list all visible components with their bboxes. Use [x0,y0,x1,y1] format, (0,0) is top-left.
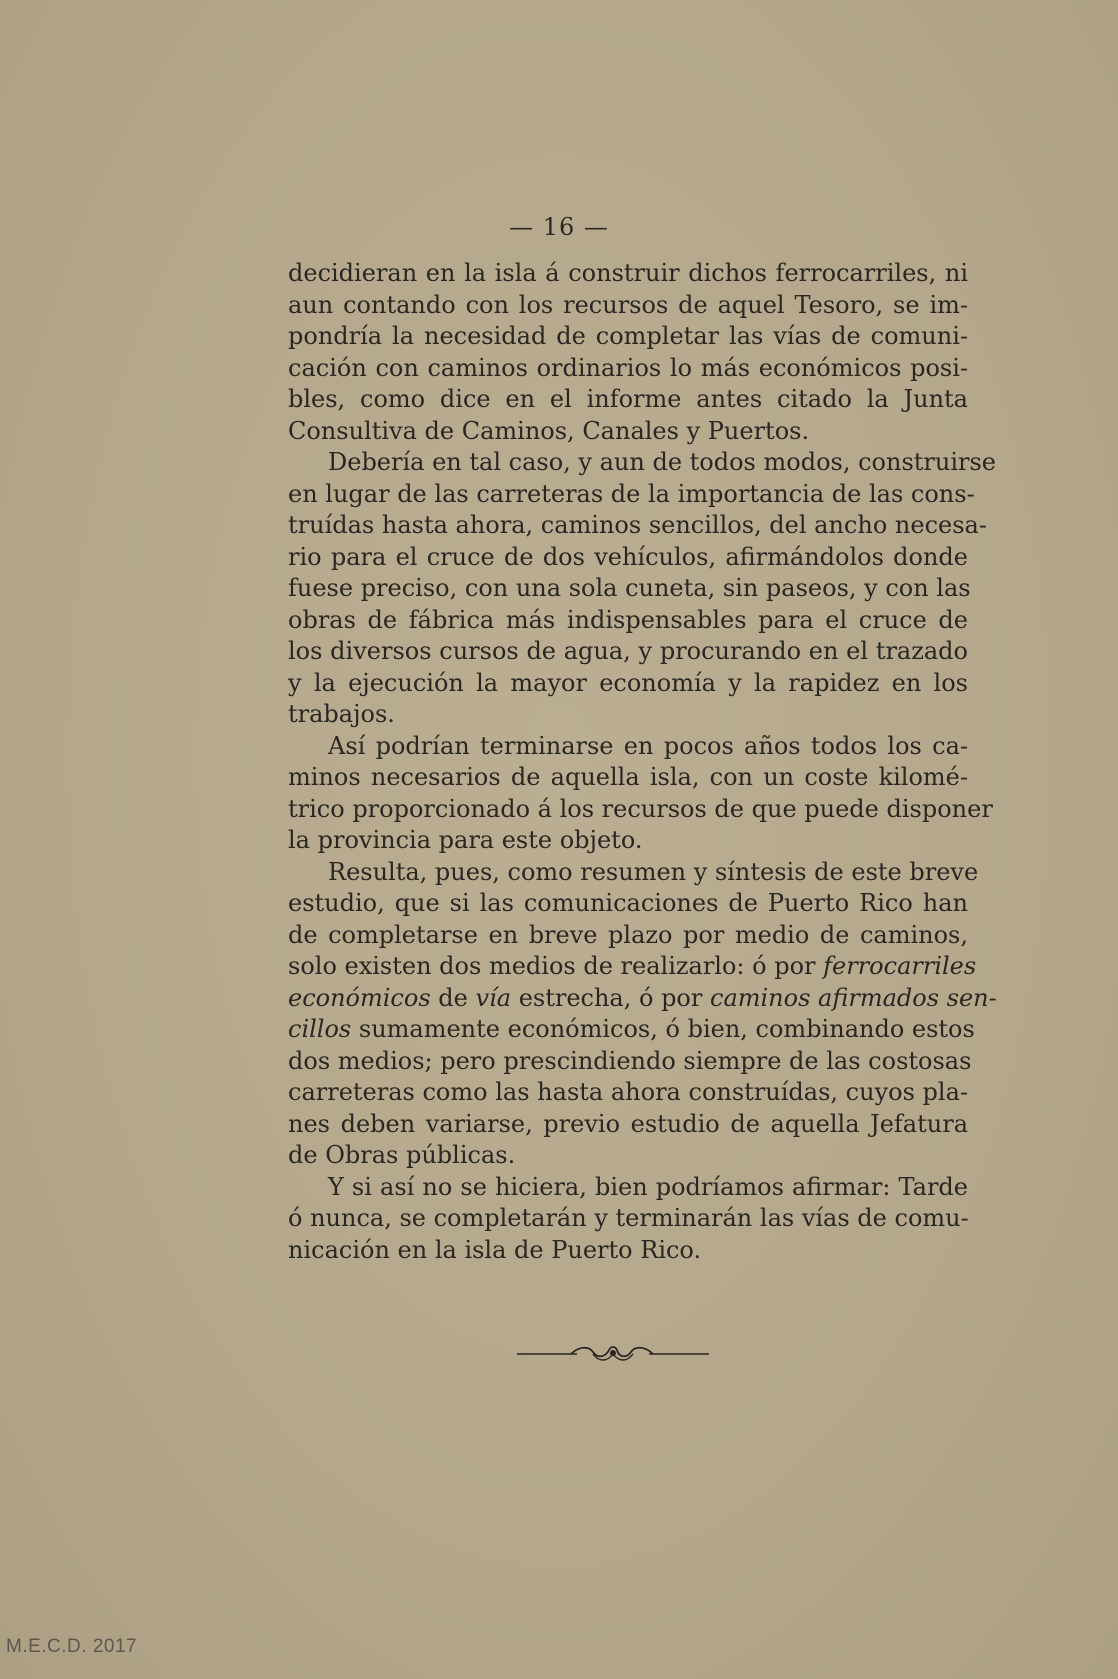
text-line: minos necesarios de aquella isla, con un coste kilomé- [288,763,968,791]
text-fragment: solo existen dos medios de realizarlo: ó por [288,952,816,980]
text-line: Así podrían terminarse en pocos años todos los ca- [328,731,968,760]
text-line-mixed [288,1014,975,1046]
page-number: — 16 — [509,213,609,241]
italic-fragment: económicos [288,983,431,1012]
text-line: ó nunca, se completarán y terminarán las vías de comu- [288,1204,969,1232]
text-line: obras de fábrica más indispensables para el cruce de [288,605,968,634]
text-line-mixed [288,983,997,1015]
text-fragment: estrecha, ó por [518,983,703,1012]
text-line: Consultiva de Caminos, Canales y Puertos. [288,416,810,445]
text-line: bles, como dice en el informe antes citado la Junta [288,385,968,413]
text-line: la provincia para este objeto. [288,826,643,854]
italic-fragment: vía [475,983,512,1012]
text-line: decidieran en la isla á construir dichos ferrocarriles, ni [288,259,968,287]
text-line: carreteras como las hasta ahora construídas, cuyos pla- [288,1078,968,1106]
text-line: de completarse en breve plazo por medio de caminos, [288,920,968,949]
text-line: Resulta, pues, como resumen y síntesis de este breve [328,857,979,886]
text-fragment: sumamente económicos, ó bien, combinando estos [358,1015,975,1043]
text-line: de Obras públicas. [288,1141,516,1169]
decorative-rule-ornament-icon [515,1340,711,1368]
text-line-mixed [288,951,977,983]
collection-stamp: M.E.C.D. 2017 [6,1636,138,1657]
body-text [288,258,997,1266]
text-line: estudio, que si las comunicaciones de Puerto Rico han [288,889,968,917]
text-line: trabajos. [288,700,395,728]
text-line: rio para el cruce de dos vehículos, afirmándolos donde [288,542,968,571]
italic-fragment: ferrocarriles [823,952,977,980]
text-fragment: de [438,983,468,1012]
text-line: aun contando con los recursos de aquel Tesoro, se im- [288,290,968,319]
text-line: nes deben variarse, previo estudio de aquella Jefatura [288,1109,968,1138]
text-line: trico proporcionado á los recursos de que puede disponer [288,794,993,823]
text-line: cación con caminos ordinarios lo más económicos posi- [288,353,968,382]
italic-fragment: caminos afirmados sen- [710,983,997,1012]
text-line: en lugar de las carreteras de la importancia de las cons- [288,479,975,508]
text-line: Y si así no se hiciera, bien podríamos afirmar: Tarde [328,1172,968,1201]
text-line: dos medios; pero prescindiendo siempre de las costosas [288,1046,972,1075]
text-line: fuese preciso, con una sola cuneta, sin paseos, y con las [288,574,971,602]
text-line: Debería en tal caso, y aun de todos modos, construirse [328,448,997,476]
italic-fragment: cillos [288,1015,352,1043]
text-line: truídas hasta ahora, caminos sencillos, del ancho necesa- [288,511,987,539]
text-line: los diversos cursos de agua, y procurando en el trazado [288,637,968,665]
text-line: nicación en la isla de Puerto Rico. [288,1235,702,1264]
text-line: y la ejecución la mayor economía y la rapidez en los [288,668,968,697]
text-line: pondría la necesidad de completar las vías de comuni- [288,322,968,350]
